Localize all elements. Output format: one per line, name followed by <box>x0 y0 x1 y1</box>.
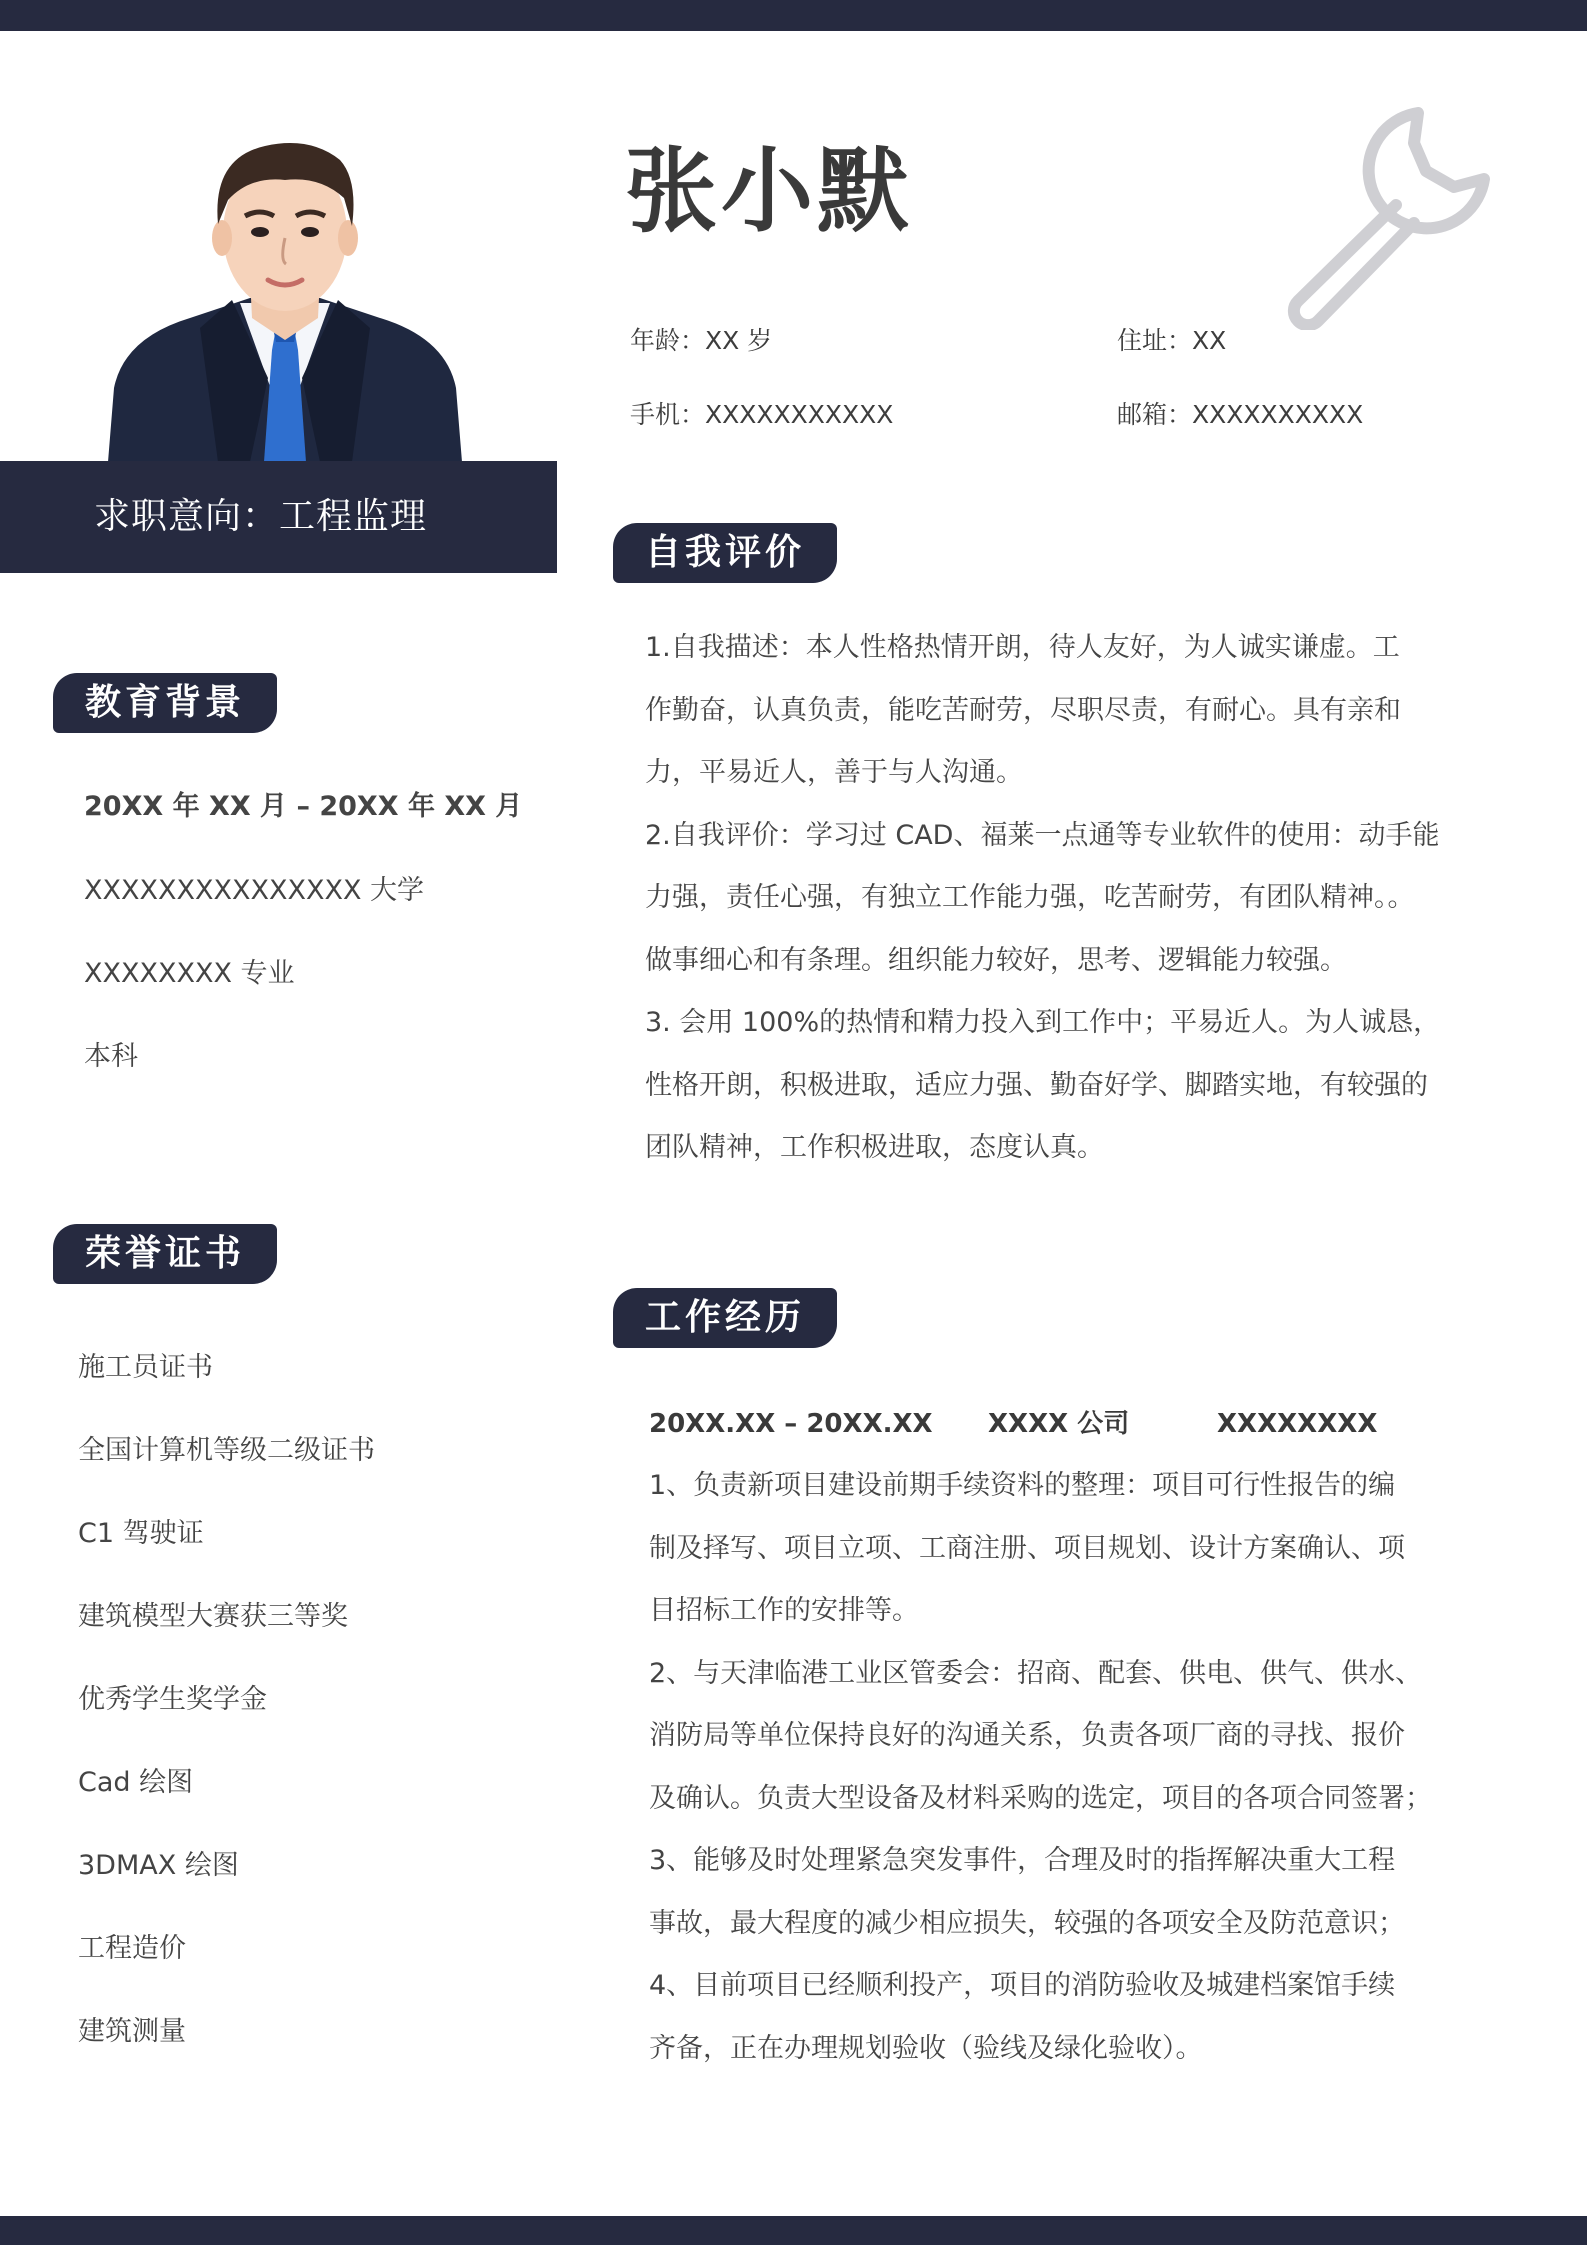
work-company: XXXX 公司 <box>988 1409 1130 1439</box>
work-position: XXXXXXXX <box>1217 1409 1378 1439</box>
section-education: 教育背景 <box>53 673 277 733</box>
job-intent-banner: 求职意向：工程监理 <box>0 461 557 573</box>
text-line: 齐备，正在办理规划验收（验线及绿化验收）。 <box>649 2032 1203 2064</box>
text-line: 消防局等单位保持良好的沟通关系，负责各项厂商的寻找、报价 <box>649 1720 1405 1751</box>
text-line: 1.自我描述：本人性格热情开朗，待人友好，为人诚实谦虚。工 <box>645 632 1400 663</box>
section-work: 工作经历 <box>613 1288 837 1348</box>
honor-item: Cad 绘图 <box>78 1767 194 1798</box>
text-line: 及确认。负责大型设备及材料采购的选定，项目的各项合同签署； <box>649 1782 1432 1814</box>
honor-item: 优秀学生奖学金 <box>78 1684 267 1715</box>
text-line: 制及择写、项目立项、工商注册、项目规划、设计方案确认、项 <box>649 1532 1405 1564</box>
work-period: 20XX.XX – 20XX.XX <box>649 1409 933 1439</box>
education-degree: 本科 <box>84 1041 138 1072</box>
honor-item: 工程造价 <box>78 1933 186 1964</box>
text-line: 1、负责新项目建设前期手续资料的整理：项目可行性报告的编 <box>649 1470 1396 1501</box>
text-line: 4、目前项目已经顺利投产，项目的消防验收及城建档案馆手续 <box>649 1970 1396 2001</box>
avatar <box>100 128 470 462</box>
text-line: 3. 会用 100%的热情和精力投入到工作中；平易近人。为人诚恳， <box>645 1007 1441 1038</box>
work-description <box>649 1455 1432 2080</box>
honor-item: 建筑测量 <box>78 2016 186 2047</box>
honor-item: 3DMAX 绘图 <box>78 1850 239 1881</box>
wrench-icon <box>1268 95 1503 330</box>
section-self-eval: 自我评价 <box>613 523 837 583</box>
text-line: 做事细心和有条理。组织能力较好，思考、逻辑能力较强。 <box>645 944 1347 976</box>
address-field: 住址：XX <box>1117 326 1227 355</box>
age-field: 年龄：XX 岁 <box>630 326 773 355</box>
honor-item: C1 驾驶证 <box>78 1518 204 1549</box>
honor-item: 建筑模型大赛获三等奖 <box>78 1601 348 1632</box>
top-bar <box>0 0 1587 31</box>
email-field: 邮箱：XXXXXXXXXX <box>1117 400 1364 429</box>
education-school: XXXXXXXXXXXXXXX 大学 <box>84 875 425 906</box>
text-line: 作勤奋，认真负责，能吃苦耐劳，尽职尽责，有耐心。具有亲和 <box>645 694 1401 726</box>
text-line: 团队精神，工作积极进取，态度认真。 <box>645 1132 1104 1163</box>
text-line: 力强，责任心强，有独立工作能力强，吃苦耐劳，有团队精神。。 <box>645 882 1415 913</box>
text-line: 2.自我评价：学习过 CAD、福莱一点通等专业软件的使用：动手能 <box>645 819 1440 851</box>
honor-item: 施工员证书 <box>78 1352 213 1383</box>
phone-field: 手机：XXXXXXXXXXX <box>630 400 894 429</box>
text-line: 3、能够及时处理紧急突发事件，合理及时的指挥解决重大工程 <box>649 1845 1396 1876</box>
text-line: 力，平易近人，善于与人沟通。 <box>645 757 1023 788</box>
section-honors: 荣誉证书 <box>53 1224 277 1284</box>
text-line: 事故，最大程度的减少相应损失，较强的各项安全及防范意识； <box>649 1907 1405 1939</box>
text-line: 性格开朗，积极进取，适应力强、勤奋好学、脚踏实地，有较强的 <box>645 1069 1428 1101</box>
text-line: 2、与天津临港工业区管委会：招商、配套、供电、供气、供水、 <box>649 1657 1423 1689</box>
candidate-name: 张小默 <box>625 138 914 245</box>
education-major: XXXXXXXX 专业 <box>84 958 295 989</box>
text-line: 目招标工作的安排等。 <box>649 1595 919 1626</box>
honor-item: 全国计算机等级二级证书 <box>78 1435 375 1466</box>
bottom-bar <box>0 2216 1587 2245</box>
education-period: 20XX 年 XX 月 – 20XX 年 XX 月 <box>84 791 523 822</box>
self-eval-text <box>645 617 1440 1180</box>
